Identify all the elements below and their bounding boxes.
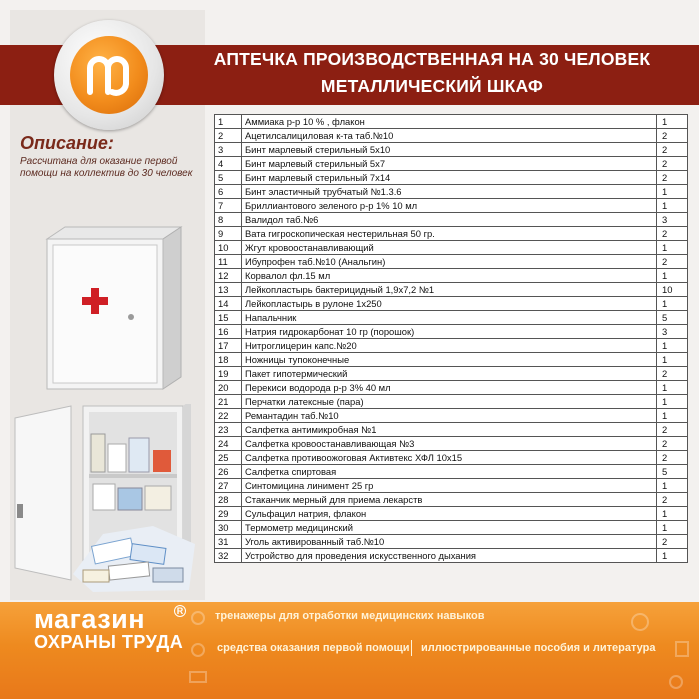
item-name: Перчатки латексные (пара) [242, 395, 657, 409]
item-number: 31 [215, 535, 242, 549]
table-row [215, 353, 688, 367]
item-number: 28 [215, 493, 242, 507]
item-number: 27 [215, 479, 242, 493]
footer-tagline-training: тренажеры для отработки медицинских навыков [215, 610, 485, 622]
item-number: 17 [215, 339, 242, 353]
table-row [215, 339, 688, 353]
table-row [215, 213, 688, 227]
table-row [215, 325, 688, 339]
table-row [215, 227, 688, 241]
item-number: 22 [215, 409, 242, 423]
item-name: Бинт эластичный трубчатый №1.3.6 [242, 185, 657, 199]
item-name: Устройство для проведения искусственного дыхания [242, 549, 657, 563]
item-quantity: 3 [657, 213, 688, 227]
item-quantity: 1 [657, 115, 688, 129]
item-quantity: 2 [657, 367, 688, 381]
item-quantity: 1 [657, 199, 688, 213]
table-row [215, 381, 688, 395]
item-name: Салфетка противоожоговая Активтекс ХФЛ 10х15 [242, 451, 657, 465]
item-quantity: 2 [657, 437, 688, 451]
item-number: 1 [215, 115, 242, 129]
item-number: 4 [215, 157, 242, 171]
item-number: 30 [215, 521, 242, 535]
item-name: Синтомицина линимент 25 гр [242, 479, 657, 493]
item-name: Ножницы тупоконечные [242, 353, 657, 367]
table-row [215, 479, 688, 493]
item-number: 16 [215, 325, 242, 339]
items-table [214, 114, 688, 563]
item-quantity: 2 [657, 255, 688, 269]
table-row [215, 507, 688, 521]
item-number: 14 [215, 297, 242, 311]
description-text: Рассчитана для оказание первой помощи на коллектив до 30 человек [20, 156, 193, 179]
table-row [215, 549, 688, 563]
open-cabinet-image [13, 404, 203, 594]
item-number: 7 [215, 199, 242, 213]
table-row [215, 157, 688, 171]
item-number: 3 [215, 143, 242, 157]
item-name: Пакет гипотермический [242, 367, 657, 381]
item-name: Нитроглицерин капс.№20 [242, 339, 657, 353]
item-name: Валидол таб.№6 [242, 213, 657, 227]
table-row [215, 395, 688, 409]
item-quantity: 2 [657, 423, 688, 437]
item-name: Салфетка кровоостанавливающая №3 [242, 437, 657, 451]
item-quantity: 1 [657, 381, 688, 395]
item-quantity: 2 [657, 171, 688, 185]
item-number: 11 [215, 255, 242, 269]
item-quantity: 1 [657, 507, 688, 521]
footer-tagline-first-aid: средства оказания первой помощи [217, 642, 410, 654]
item-name: Аммиака р-р 10 % , флакон [242, 115, 657, 129]
table-row [215, 185, 688, 199]
item-name: Бинт марлевый стерильный 7х14 [242, 171, 657, 185]
item-quantity: 3 [657, 325, 688, 339]
item-quantity: 2 [657, 451, 688, 465]
item-quantity: 1 [657, 297, 688, 311]
item-number: 15 [215, 311, 242, 325]
item-name: Лейкопластырь в рулоне 1х250 [242, 297, 657, 311]
table-row [215, 199, 688, 213]
item-name: Ацетилсалициловая к-та таб.№10 [242, 129, 657, 143]
table-row [215, 143, 688, 157]
table-row [215, 255, 688, 269]
item-number: 6 [215, 185, 242, 199]
item-number: 19 [215, 367, 242, 381]
brand-name-line2: ОХРАНЫ ТРУДА [34, 632, 184, 652]
brand-name-line1: магазин [34, 604, 146, 634]
item-number: 29 [215, 507, 242, 521]
item-name: Уголь активированный таб.№10 [242, 535, 657, 549]
item-quantity: 1 [657, 409, 688, 423]
item-quantity: 1 [657, 241, 688, 255]
table-row [215, 535, 688, 549]
item-number: 20 [215, 381, 242, 395]
item-number: 25 [215, 451, 242, 465]
contents-table [214, 114, 688, 563]
item-name: Ибупрофен таб.№10 (Анальгин) [242, 255, 657, 269]
table-row [215, 115, 688, 129]
page-title-line1: АПТЕЧКА ПРОИЗВОДСТВЕННАЯ НА 30 ЧЕЛОВЕК [213, 49, 651, 69]
item-number: 24 [215, 437, 242, 451]
item-number: 23 [215, 423, 242, 437]
closed-cabinet-image [41, 225, 183, 390]
table-row [215, 311, 688, 325]
footer-tagline-literature: иллюстрированные пособия и литература [421, 642, 656, 654]
logo-m-icon [70, 36, 148, 114]
item-quantity: 1 [657, 395, 688, 409]
item-name: Стаканчик мерный для приема лекарств [242, 493, 657, 507]
item-quantity: 2 [657, 143, 688, 157]
item-quantity: 1 [657, 185, 688, 199]
item-quantity: 1 [657, 479, 688, 493]
item-name: Салфетка спиртовая [242, 465, 657, 479]
item-quantity: 1 [657, 549, 688, 563]
table-row [215, 297, 688, 311]
item-name: Термометр медицинский [242, 521, 657, 535]
item-name: Сульфацил натрия, флакон [242, 507, 657, 521]
item-name: Бриллиантового зеленого р-р 1% 10 мл [242, 199, 657, 213]
item-quantity: 2 [657, 227, 688, 241]
item-number: 5 [215, 171, 242, 185]
footer-separator [411, 640, 412, 656]
item-quantity: 2 [657, 157, 688, 171]
page-title-line2: МЕТАЛЛИЧЕСКИЙ ШКАФ [320, 76, 544, 96]
item-number: 18 [215, 353, 242, 367]
table-row [215, 409, 688, 423]
item-number: 10 [215, 241, 242, 255]
description-title: Описание: [20, 133, 114, 153]
item-quantity: 5 [657, 311, 688, 325]
item-quantity: 1 [657, 521, 688, 535]
item-name: Натрия гидрокарбонат 10 гр (порошок) [242, 325, 657, 339]
table-row [215, 465, 688, 479]
item-quantity: 1 [657, 269, 688, 283]
item-number: 8 [215, 213, 242, 227]
item-quantity: 1 [657, 353, 688, 367]
item-quantity: 2 [657, 493, 688, 507]
item-number: 32 [215, 549, 242, 563]
item-name: Напальчник [242, 311, 657, 325]
item-name: Бинт марлевый стерильный 5х7 [242, 157, 657, 171]
item-name: Лейкопластырь бактерицидный 1,9х7,2 №1 [242, 283, 657, 297]
table-row [215, 129, 688, 143]
item-number: 21 [215, 395, 242, 409]
table-row [215, 283, 688, 297]
item-number: 2 [215, 129, 242, 143]
item-name: Корвалол фл.15 мл [242, 269, 657, 283]
table-row [215, 493, 688, 507]
item-name: Бинт марлевый стерильный 5х10 [242, 143, 657, 157]
item-name: Салфетка антимикробная №1 [242, 423, 657, 437]
item-name: Ремантадин таб.№10 [242, 409, 657, 423]
table-row [215, 241, 688, 255]
item-quantity: 2 [657, 535, 688, 549]
table-row [215, 171, 688, 185]
item-quantity: 2 [657, 129, 688, 143]
item-name: Вата гигроскопическая нестерильная 50 гр. [242, 227, 657, 241]
item-name: Жгут кровоостанавливающий [242, 241, 657, 255]
table-row [215, 367, 688, 381]
table-row [215, 423, 688, 437]
item-number: 12 [215, 269, 242, 283]
item-name: Перекиси водорода р-р 3% 40 мл [242, 381, 657, 395]
item-number: 13 [215, 283, 242, 297]
item-number: 9 [215, 227, 242, 241]
table-row [215, 451, 688, 465]
item-quantity: 1 [657, 339, 688, 353]
table-row [215, 269, 688, 283]
item-number: 26 [215, 465, 242, 479]
table-row [215, 437, 688, 451]
item-quantity: 5 [657, 465, 688, 479]
registered-mark: R [174, 605, 186, 617]
table-row [215, 521, 688, 535]
item-quantity: 10 [657, 283, 688, 297]
